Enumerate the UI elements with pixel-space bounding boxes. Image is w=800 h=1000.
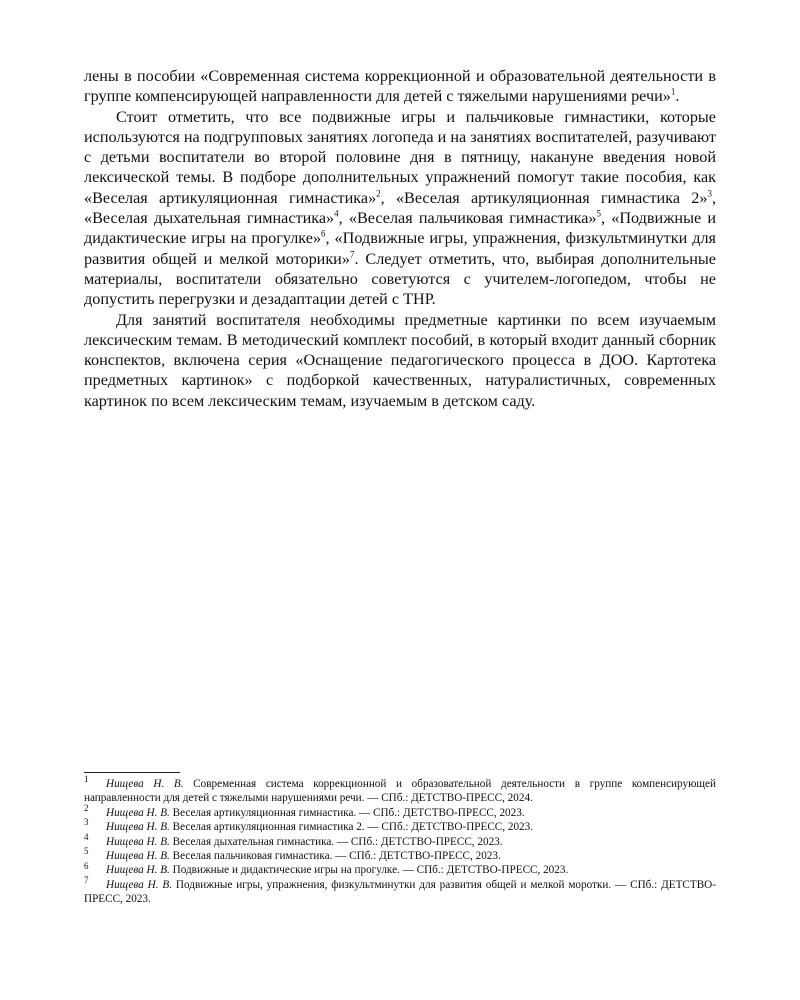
paragraph-2-text-2: , «Веселая артикуляционная гимнастика 2» (380, 188, 708, 207)
paragraph-1-end: . (675, 87, 680, 106)
footnote-author: Нищева Н. В. (106, 778, 184, 790)
footnote-text: Веселая пальчиковая гимнастика. — СПб.: ДЕТСТВО-ПРЕСС, 2023. (169, 850, 501, 863)
footnote-6: 6 Нищева Н. В. Подвижные и дидактические игры на прогулке. — СПб.: ДЕТСТВО-ПРЕСС, 2023. (84, 860, 569, 877)
footnote-text: Веселая дыхательная гимнастика. — СПб.: ДЕТСТВО-ПРЕСС, 2023. (169, 835, 503, 848)
paragraph-2-text-1: Стоит отметить, что все подвижные игры и пальчиковые гимнастики, которые используются на подгрупповых занятиях логопеда и на занятиях воспитателей, разучивают с детьми воспитатели во второй половине дня в пятницу, накануне введения новой лексической темы. В подборе дополнительных упражнений помогут такие пособия, как «Веселая артикуляционная гимнастика» (84, 107, 716, 207)
footnote-author: Нищева Н. В. (106, 864, 170, 877)
page-body (84, 66, 716, 411)
footnote-author: Нищева Н. В. (106, 821, 170, 834)
paragraph-2 (84, 107, 716, 310)
paragraph-2-text-5: , «Подвижные и дидактические игры на прогулке» (84, 209, 716, 248)
paragraph-2-text-7: . Следует отметить, что, выбирая дополнительные материалы, воспитатели обязательно советуются с учителем-логопедом, чтобы не допустить перегрузки и дезадаптации детей с ТНР. (84, 249, 716, 309)
footnote-ref-7[interactable]: 7 (349, 249, 355, 260)
footnote-ref-4[interactable]: 4 (334, 208, 339, 219)
paragraph-2-text-3: , «Веселая дыхательная гимнастика» (84, 188, 717, 228)
footnote-ref-3[interactable]: 3 (707, 188, 712, 199)
footnote-5: 5 Нищева Н. В. Веселая пальчиковая гимнастика. — СПб.: ДЕТСТВО-ПРЕСС, 2023. (84, 846, 501, 863)
footnote-author: Нищева Н. В. (106, 835, 170, 848)
footnote-3: 3 Нищева Н. В. Веселая артикуляционная гимнастика 2. — СПб.: ДЕТСТВО-ПРЕСС, 2023. (84, 817, 534, 834)
footnote-ref-5[interactable]: 5 (596, 208, 602, 219)
footnote-4: 4 Нищева Н. В. Веселая дыхательная гимнастика. — СПб.: ДЕТСТВО-ПРЕСС, 2023. (84, 831, 503, 848)
footnote-1: 1 Нищева Н. В. Современная система коррекционной и образовательной деятельности в группе компенсирующей направленности для детей с тяжелыми нарушениями речи. — СПб.: ДЕТСТВО-ПРЕСС, 2024. (84, 774, 717, 805)
footnote-text: Современная система коррекционной и образовательной деятельности в группе компенсирующей направленности для детей с тяжелыми нарушениями речи. — СПб.: ДЕТСТВО-ПРЕСС, 2024. (84, 778, 717, 805)
footnote-2: 2 Нищева Н. В. Веселая артикуляционная гимнастика. — СПб.: ДЕТСТВО-ПРЕСС, 2023. (84, 803, 525, 819)
footnote-author: Нищева Н. В. (106, 806, 170, 819)
footnote-author: Нищева Н. В. (106, 850, 170, 863)
paragraph-3-text: Для занятий воспитателя необходимы предметные картинки по всем изучаемым лексическим темам. В методический комплект пособий, в который входит данный сборник конспектов, включена серия «Оснащение педагогического процесса в ДОО. Картотека предметных картинок» с подборкой качественных, натуралистичных, современных картинок по всем лексическим темам, изучаемым в детском саду. (84, 310, 716, 410)
footnote-ref-6[interactable]: 6 (321, 228, 326, 239)
footnote-ref-2[interactable]: 2 (376, 188, 381, 199)
paragraph-2-text-4: , «Веселая пальчиковая гимнастика» (338, 209, 597, 228)
footnotes-section (84, 772, 716, 907)
footnote-divider (84, 772, 180, 773)
paragraph-1-text: лены в пособии «Современная система коррекционной и образовательной деятельности в группе компенсирующей направленности для детей с тяжелыми нарушениями речи» (84, 67, 716, 106)
footnote-ref-1[interactable]: 1 (670, 86, 676, 97)
footnote-text: Подвижные игры, упражнения, физкультминутки для развития общей и мелкой моротки. — СПб.: ДЕТСТВО-ПРЕСС, 2023. (84, 878, 716, 906)
paragraph-1 (84, 66, 716, 107)
footnote-7: 7 Нищева Н. В. Подвижные игры, упражнения, физкультминутки для развития общей и мелкой моротки. — СПб.: ДЕТСТВО-ПРЕСС, 2023. (84, 875, 716, 906)
footnote-text: Веселая артикуляционная гимнастика 2. — СПб.: ДЕТСТВО-ПРЕСС, 2023. (169, 821, 534, 834)
footnote-text: Веселая артикуляционная гимнастика. — СПб.: ДЕТСТВО-ПРЕСС, 2023. (169, 806, 525, 819)
footnote-author: Нищева Н. В. (106, 878, 173, 891)
footnote-text: Подвижные и дидактические игры на прогулке. — СПб.: ДЕТСТВО-ПРЕСС, 2023. (169, 864, 569, 877)
paragraph-3 (84, 310, 716, 411)
paragraph-2-text-6: , «Подвижные игры, упражнения, физкультминутки для развития общей и мелкой моторики» (84, 229, 716, 268)
